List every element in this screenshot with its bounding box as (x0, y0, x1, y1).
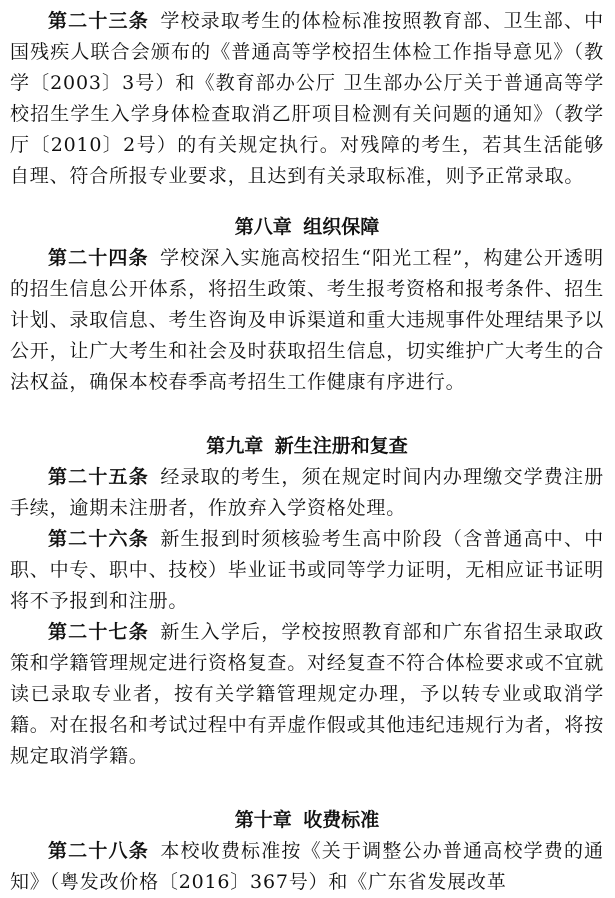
chapter-title: 新生注册和复查 (274, 435, 408, 457)
article-number: 第二十三条 (48, 10, 149, 32)
spacer (10, 192, 604, 212)
article-26 (10, 524, 604, 617)
article-number: 第二十五条 (48, 466, 149, 488)
chapter-number: 第十章 (234, 809, 292, 831)
article-number: 第二十四条 (48, 247, 149, 269)
article-number: 第二十六条 (48, 528, 149, 550)
chapter-number: 第九章 (206, 435, 264, 457)
article-text: 本校收费标准按《关于调整公办普通高校学费的通知》（粤发改价格〔2016〕367号）和《广东省发展改革 (10, 840, 604, 893)
article-23 (10, 6, 604, 192)
article-number: 第二十八条 (48, 840, 149, 862)
article-text: 学校深入实施高校招生“阳光工程”，构建公开透明的招生信息公开体系，将招生政策、考生报考资格和报考条件、招生计划、录取信息、考生咨询及申诉渠道和重大违规事件处理结果予以公开，让广大考生和社会及时获取招生信息，切实维护广大考生的合法权益，确保本校春季高考招生工作健康有序进行。 (10, 247, 605, 393)
article-text: 学校录取考生的体检标准按照教育部、卫生部、中国残疾人联合会颁布的《普通高等学校招生体检工作指导意见》（教学〔2003〕3号）和《教育部办公厅 卫生部办公厅关于普通高等学校招生学生入学身体检查取消乙肝项目检测有关问题的通知》（教学厅〔2010〕2号）的有关规定执行。对残障的考生，若其生活能够自理、符合所报专业要求，且达到有关录取标准，则予正常录取。 (10, 10, 604, 187)
article-28 (10, 836, 604, 898)
chapter-heading-8 (10, 212, 604, 243)
article-27 (10, 617, 604, 772)
article-25 (10, 462, 604, 524)
chapter-title: 收费标准 (303, 809, 380, 831)
chapter-title: 组织保障 (303, 216, 380, 238)
article-number: 第二十七条 (48, 621, 149, 643)
chapter-heading-10 (10, 805, 604, 836)
article-text: 新生报到时须核验考生高中阶段（含普通高中、中职、中专、职中、技校）毕业证书或同等学力证明，无相应证书证明将不予报到和注册。 (10, 528, 605, 612)
spacer (10, 398, 604, 431)
article-text: 经录取的考生，须在规定时间内办理缴交学费注册手续，逾期未注册者，作放弃入学资格处理。 (10, 466, 604, 519)
article-24 (10, 243, 604, 398)
chapter-number: 第八章 (234, 216, 292, 238)
article-text: 新生入学后，学校按照教育部和广东省招生录取政策和学籍管理规定进行资格复查。对经复查不符合体检要求或不宜就读已录取专业者，按有关学籍管理规定办理，予以转专业或取消学籍。对在报名和考试过程中有弄虚作假或其他违纪违规行为者，将按规定取消学籍。 (10, 621, 605, 767)
chapter-heading-9 (10, 431, 604, 462)
document-page (10, 6, 604, 898)
spacer (10, 772, 604, 805)
